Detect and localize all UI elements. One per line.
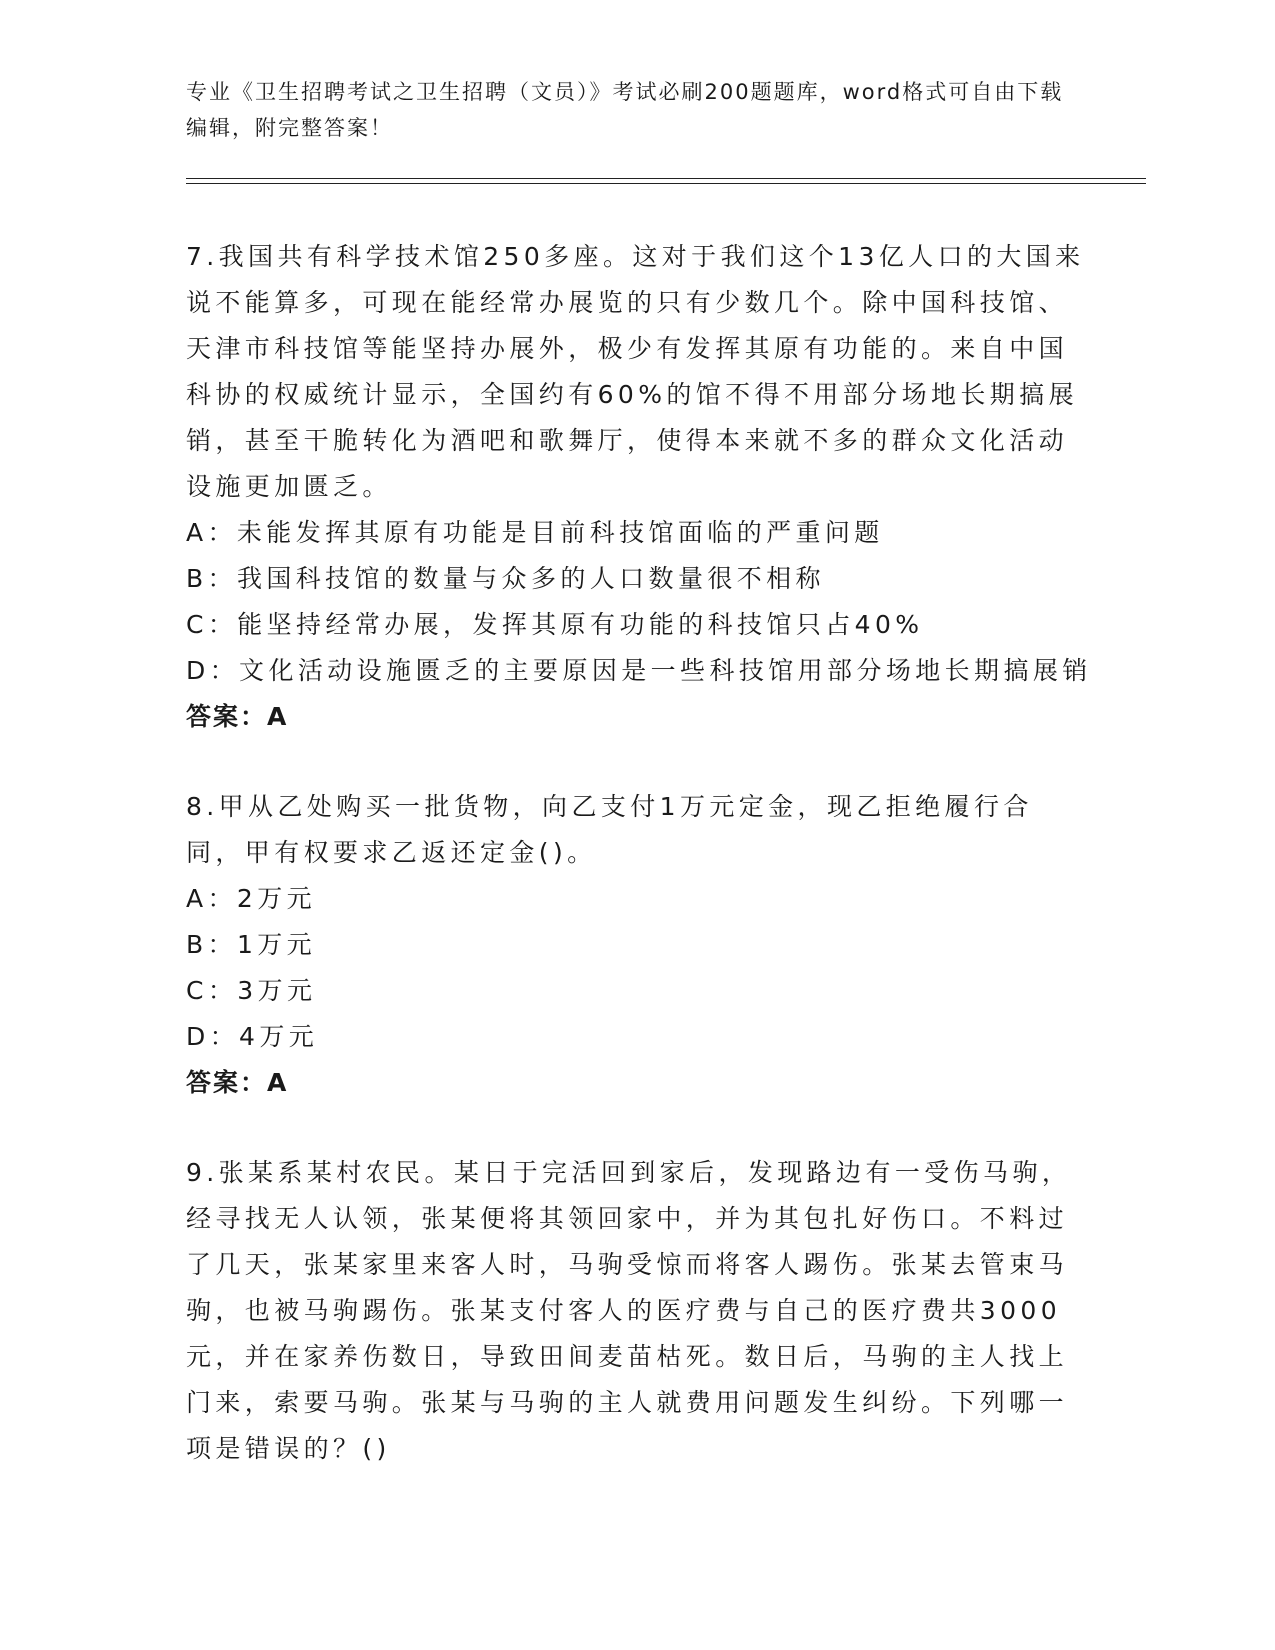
option-b: B：我国科技馆的数量与众多的人口数量很不相称	[186, 564, 825, 593]
option-c: C：能坚持经常办展，发挥其原有功能的科技馆只占40%	[186, 610, 924, 639]
question-stem: 8.甲从乙处购买一批货物，向乙支付1万元定金，现乙拒绝履行合同，甲有权要求乙返还定金()。	[186, 792, 1033, 867]
question-spacer	[186, 740, 1086, 784]
option-c: C：3万元	[186, 976, 317, 1005]
question-8	[186, 784, 1086, 1106]
option-d: D：文化活动设施匮乏的主要原因是一些科技馆用部分场地长期搞展销	[186, 656, 1092, 685]
option-d: D：4万元	[186, 1022, 319, 1051]
answer-label: 答案：A	[186, 702, 289, 731]
answer-label: 答案：A	[186, 1068, 289, 1097]
document-header	[186, 74, 1066, 146]
question-spacer	[186, 1106, 1086, 1150]
option-a: A：未能发挥其原有功能是目前科技馆面临的严重问题	[186, 518, 884, 547]
question-stem: 9.张某系某村农民。某日于完活回到家后，发现路边有一受伤马驹，经寻找无人认领，张某便将其领回家中，并为其包扎好伤口。不料过了几天，张某家里来客人时，马驹受惊而将客人踢伤。张某去管束马驹，也被马驹踢伤。张某支付客人的医疗费与自己的医疗费共3000元，并在家养伤数日，导致田间麦苗枯死。数日后，马驹的主人找上门来，索要马驹。张某与马驹的主人就费用问题发生纠纷。下列哪一项是错误的？()	[186, 1158, 1072, 1463]
option-b: B：1万元	[186, 930, 317, 959]
question-stem: 7.我国共有科学技术馆250多座。这对于我们这个13亿人口的大国来说不能算多，可现在能经常办展览的只有少数几个。除中国科技馆、天津市科技馆等能坚持办展外，极少有发挥其原有功能的。来自中国科协的权威统计显示，全国约有60%的馆不得不用部分场地长期搞展销，甚至干脆转化为酒吧和歌舞厅，使得本来就不多的群众文化活动设施更加匮乏。	[186, 242, 1085, 501]
header-divider-bottom	[186, 183, 1146, 184]
question-list	[186, 234, 1092, 1472]
header-text: 专业《卫生招聘考试之卫生招聘（文员）》考试必刷200题题库，word格式可自由下载编辑，附完整答案！	[186, 80, 1064, 140]
question-7	[186, 234, 1092, 740]
question-9	[186, 1150, 1086, 1472]
header-divider-top	[186, 178, 1146, 179]
option-a: A：2万元	[186, 884, 317, 913]
